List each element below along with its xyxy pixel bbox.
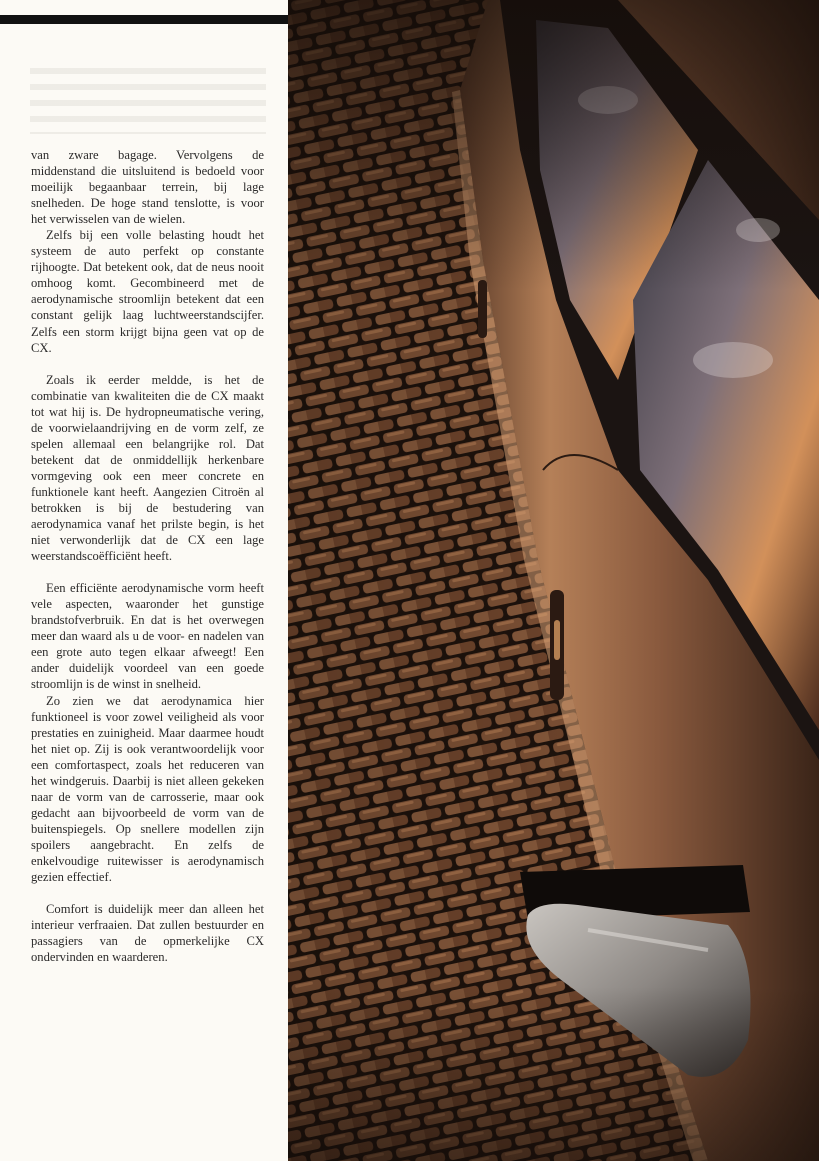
- paragraph-4: Een efficiënte aerodynamische vorm heeft vele aspecten, waaronder het gunstige brandstofverbruik. En dat is het overwegen meer dan waard als u de voor- en nadelen van een grote auto tegen elkaar afweegt! Een ander duidelijk voordeel van een goede stroomlijn is de winst in snelheid.: [31, 581, 264, 692]
- paragraph-1: van zware bagage. Vervolgens de middenstand die uitsluitend is bedoeld voor moeilijk begaanbaar terrein, bij lage snelheden. De hoge stand tenslotte, is voor het verwisselen van de wielen.: [31, 148, 264, 227]
- text-column: [0, 0, 288, 1161]
- paragraph-6: Comfort is duidelijk meer dan alleen het interieur verfraaien. Dat zullen bestuurder en passagiers van de opmerkelijke CX ondervinden en waarderen.: [31, 902, 264, 965]
- paragraph-3: Zoals ik eerder meldde, is het de combinatie van kwaliteiten die de CX maakt tot wat hij is. De hydropneumatische vering, de voorwielaandrijving en de vorm zelf, ze spelen allemaal een belangrijke rol. Dat betekent dat de onmiddellijk herkenbare vormgeving ook een meer concrete en funktionele kant heeft. Aangezien Citroën al betrokken is bij de bestudering van aerodynamica vanaf het prilste begin, is het niet verwonderlijk dat de CX een lage weerstandscoëfficiënt heeft.: [31, 372, 264, 564]
- article-body: [31, 147, 264, 965]
- car-photograph: [288, 0, 819, 1161]
- paragraph-5: Zo zien we dat aerodynamica hier funktioneel is voor zowel veiligheid als voor prestaties en zuinigheid. Maar daarmee houdt het niet op. Zij is ook verantwoordelijk voor een comfortaspect, zoals het reduceren van het windgeruis. Daarbij is niet alleen gekeken naar de vorm van de carrosserie, maar ook gedacht aan bijvoorbeeld de vorm van de buitenspiegels. Op snellere modellen zijn spoilers aangebracht. En zelfs de enkelvoudige ruitewisser is aerodynamisch gezien effectief.: [31, 693, 264, 885]
- top-black-rule: [0, 15, 288, 24]
- paragraph-2: Zelfs bij een volle belasting houdt het systeem de auto perfekt op constante rijhoogte. Dat betekent ook, dat de neus nooit omhoog komt. Gecombineerd met de aerodynamische stroomlijn betekent dat een constant gelijk laag luchtweerstandscijfer. Zelfs een storm krijgt bijna geen vat op de CX.: [31, 228, 264, 355]
- show-through-text: [30, 68, 266, 134]
